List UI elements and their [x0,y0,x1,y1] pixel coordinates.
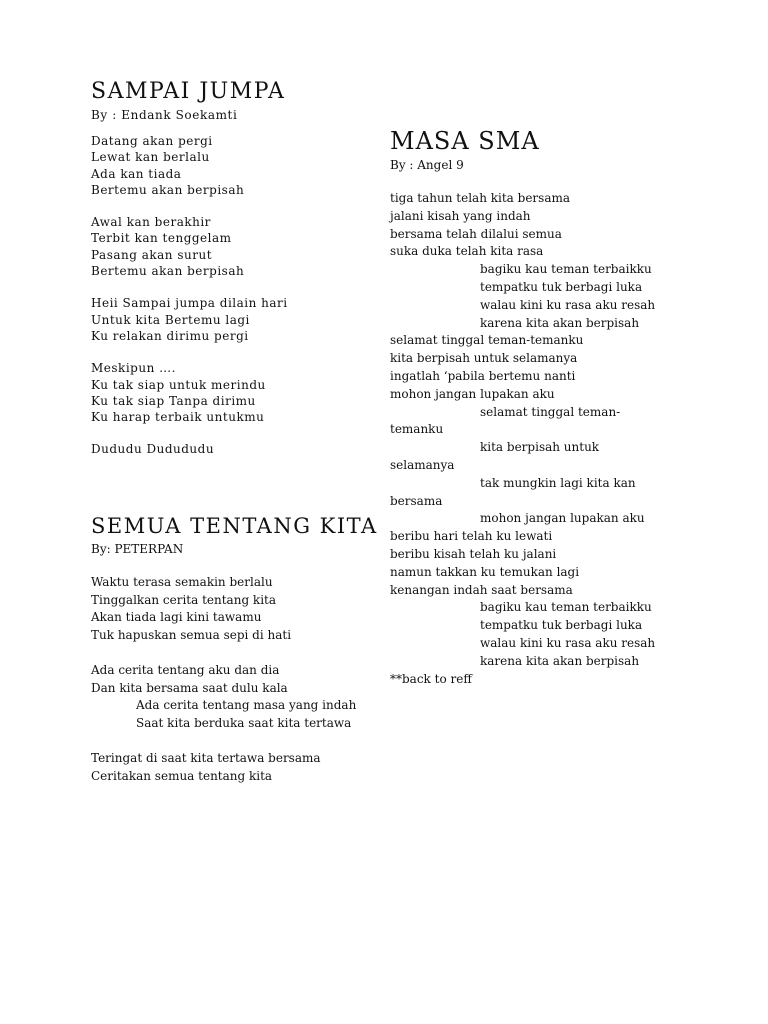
song-author: By : Endank Soekamti [91,108,238,122]
lyric-line: Saat kita berduka saat kita tertawa [136,715,352,730]
lyric-line: Pasang akan surut [91,247,213,262]
lyric-line: selamanya [390,457,455,472]
lyrics [390,190,655,688]
song-sampai-jumpa [91,78,288,458]
stanza [91,133,288,198]
lyric-line: jalani kisah yang indah [390,208,531,223]
lyric-line: bersama [390,493,443,508]
lyric-line: walau kini ku rasa aku resah [480,635,656,650]
lyric-line: karena kita akan berpisah [480,315,640,330]
stanza [91,214,288,279]
lyric-line: selamat tinggal teman-temanku [390,333,584,348]
lyric-line: tempatku tuk berbagi luka [480,279,643,294]
lyric-line: selamat tinggal teman- [480,404,621,419]
song-semua-tentang-kita [91,512,378,785]
lyric-line: Ku relakan dirimu pergi [91,328,249,343]
lyrics [91,574,378,785]
stanza [91,750,378,785]
song-title: MASA SMA [390,127,540,155]
lyric-line: Tuk hapuskan semua sepi di hati [91,627,292,642]
lyric-line: Dan kita bersama saat dulu kala [91,680,288,695]
lyric-line: ingatlah ‘pabila bertemu nanti [390,368,576,383]
lyric-line: Ku tak siap untuk merindu [91,377,266,392]
stanza [91,295,288,344]
lyric-line: tak mungkin lagi kita kan [480,475,636,490]
stanza [91,441,288,457]
lyric-line: kenangan indah saat bersama [390,582,573,597]
lyric-line: bagiku kau teman terbaikku [480,600,652,615]
lyric-line: mohon jangan lupakan aku [390,386,555,401]
lyric-line: Untuk kita Bertemu lagi [91,312,250,327]
lyric-line: bagiku kau teman terbaikku [480,262,652,277]
lyric-line: Ada kan tiada [91,166,182,181]
song-author: By : Angel 9 [390,158,464,172]
song-masa-sma [390,126,655,688]
stanza [91,662,378,732]
lyric-line: Dududu Dudududu [91,442,215,457]
song-author: By: PETERPAN [91,542,184,556]
song-title: SEMUA TENTANG KITA [91,514,378,538]
lyric-line: Terbit kan tenggelam [91,231,232,246]
lyric-line: Lewat kan berlalu [91,150,210,165]
lyric-line: Bertemu akan berpisah [91,264,245,279]
lyric-line: Meskipun …. [91,361,176,376]
lyric-line: kita berpisah untuk [480,440,600,455]
stanza [91,360,288,425]
lyric-line: walau kini ku rasa aku resah [480,297,656,312]
lyric-line: Ku harap terbaik untukmu [91,410,265,425]
lyric-line: tempatku tuk berbagi luka [480,618,643,633]
lyric-line: beribu hari telah ku lewati [390,529,553,544]
lyric-line: karena kita akan berpisah [480,653,640,668]
lyric-line: Ada cerita tentang masa yang indah [136,698,357,712]
lyric-line: Teringat di saat kita tertawa bersama [91,751,321,765]
lyric-line: Ceritakan semua tentang kita [91,768,273,783]
lyric-line: Bertemu akan berpisah [91,182,245,197]
lyric-line: Awal kan berakhir [91,215,211,230]
lyric-line: bersama telah dilalui semua [390,226,562,241]
song-title: SAMPAI JUMPA [91,79,286,104]
lyric-line: **back to reff [390,671,472,686]
lyric-line: suka duka telah kita rasa [390,244,544,259]
lyric-line: Akan tiada lagi kini tawamu [91,610,262,624]
stanza [91,574,378,644]
lyric-line: kita berpisah untuk selamanya [390,351,578,366]
lyrics [91,133,288,458]
lyric-line: tiga tahun telah kita bersama [390,191,571,205]
lyric-line: namun takkan ku temukan lagi [390,564,580,579]
lyric-line: beribu kisah telah ku jalani [390,546,557,561]
lyric-line: Heii Sampai jumpa dilain hari [91,296,288,311]
lyric-line: temanku [390,422,444,437]
lyric-line: mohon jangan lupakan aku [480,511,645,526]
lyric-line: Waktu terasa semakin berlalu [91,575,273,589]
lyric-line: Tinggalkan cerita tentang kita [91,592,277,607]
lyric-line: Datang akan pergi [91,134,213,148]
lyric-line: Ada cerita tentang aku dan dia [91,663,280,677]
lyric-line: Ku tak siap Tanpa dirimu [91,393,256,408]
